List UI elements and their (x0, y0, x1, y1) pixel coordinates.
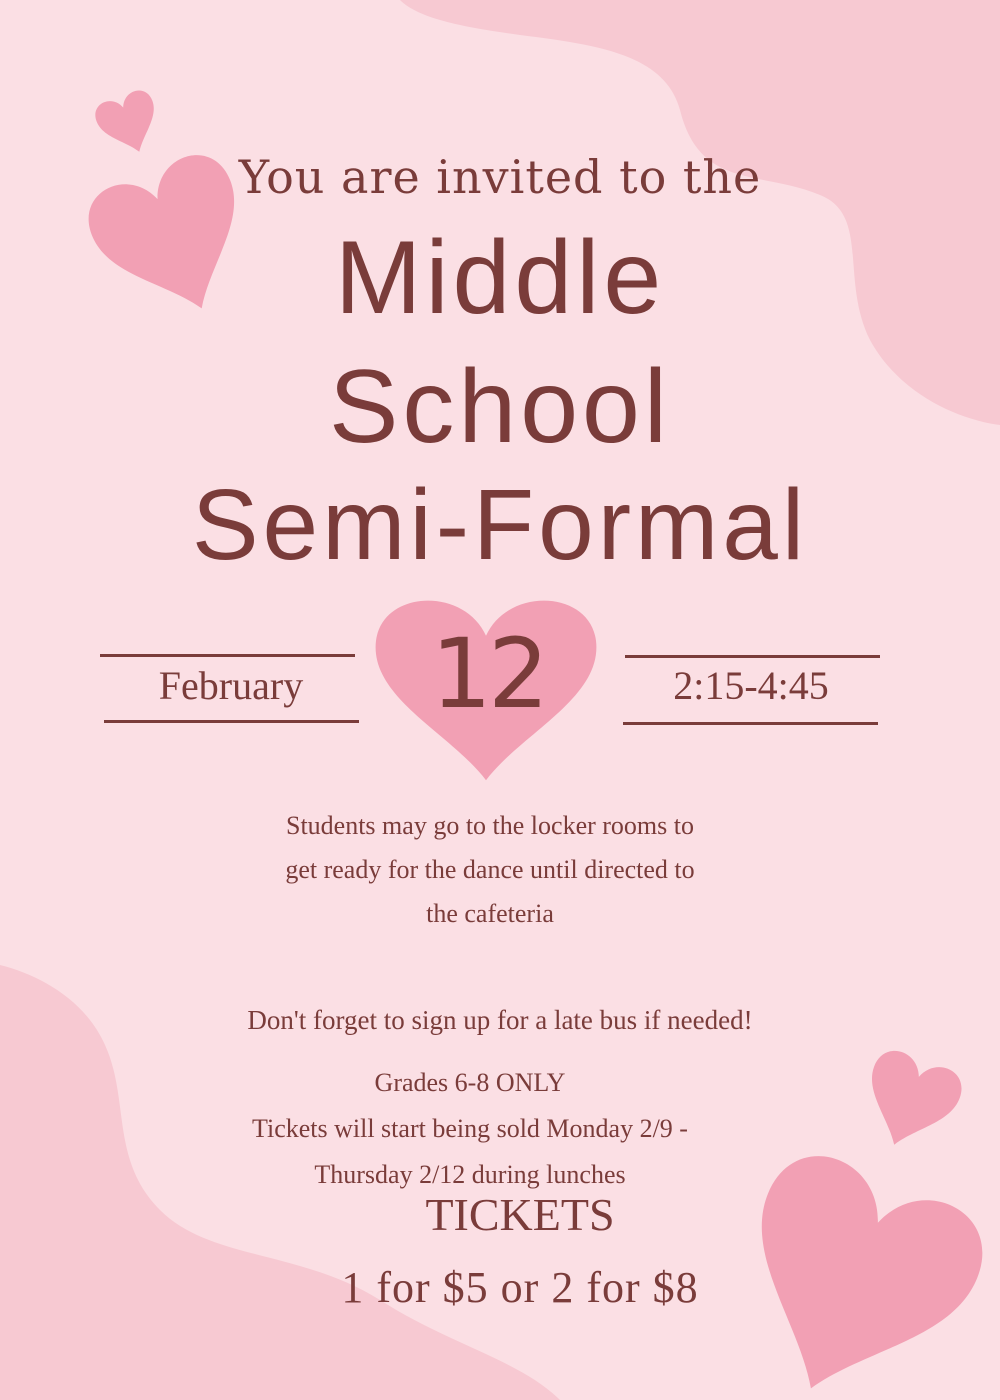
date-month: February (158, 663, 304, 708)
time-rule-top (625, 655, 880, 658)
month-rule-bottom (104, 720, 359, 723)
sales-line-2: Thursday 2/12 during lunches (314, 1160, 626, 1189)
title-line-3: Semi-Formal (191, 469, 809, 581)
ticket-price: 1 for $5 or 2 for $8 (341, 1263, 699, 1312)
date-time: 2:15-4:45 (673, 663, 829, 708)
locker-room-note: Students may go to the locker rooms to get ready for the dance until directed to the cafeteria (285, 811, 695, 928)
late-bus-note: Don't forget to sign up for a late bus if needed! (247, 1005, 753, 1035)
heart-icon (851, 1045, 967, 1161)
ticket-sales-info (120, 1060, 820, 1198)
tickets-heading: TICKETS (425, 1189, 615, 1240)
date-day: 12 (430, 618, 546, 730)
grades-note: Grades 6-8 ONLY (374, 1068, 566, 1097)
sales-line-1: Tickets will start being sold Monday 2/9 - (252, 1114, 688, 1143)
title-line-2: School (329, 349, 671, 465)
time-rule-bottom (623, 722, 878, 725)
title-line-1: Middle (334, 220, 666, 336)
invitation-intro: You are invited to the (238, 150, 762, 204)
month-rule-top (100, 654, 355, 657)
